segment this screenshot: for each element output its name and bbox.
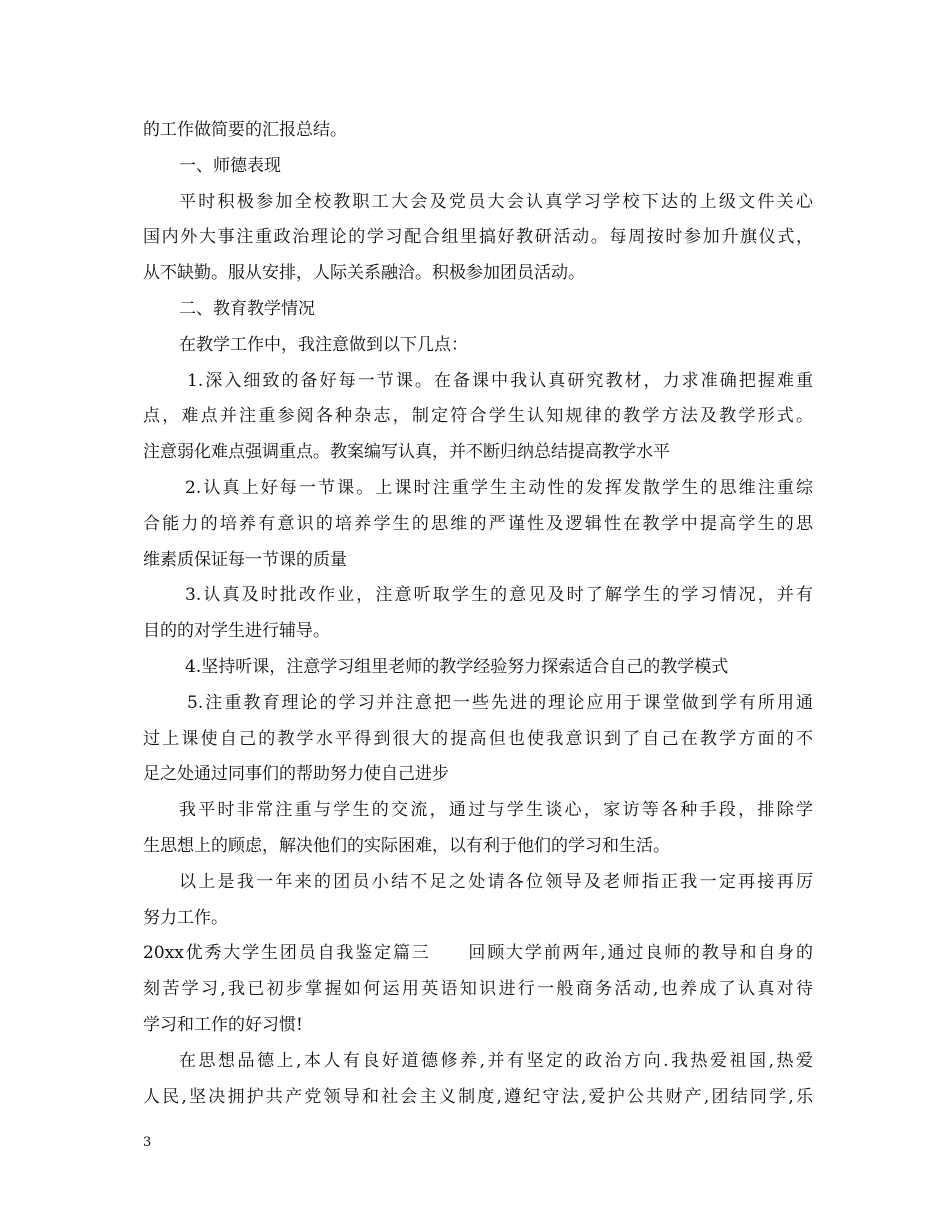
section-heading-teaching: 二、教育教学情况	[179, 298, 315, 319]
page-number: 3	[143, 1135, 152, 1150]
text-line: 维素质保证每一节课的质量	[143, 549, 347, 570]
list-item-2: 2.认真上好每一节课。上课时注重学生主动性的发挥发散学生的思维注重综	[185, 477, 813, 498]
text-line: 合能力的培养有意识的培养学生的思维的严谨性及逻辑性在教学中提高学生的思	[143, 513, 813, 534]
text-line: 点，难点并注重参阅各种杂志，制定符合学生认知规律的教学方法及教学形式。	[143, 406, 813, 427]
text-line: 以上是我一年来的团员小结不足之处请各位领导及老师指正我一定再接再厉	[179, 871, 813, 892]
list-item-4: 4.坚持听课，注意学习组里老师的教学经验努力探索适合自己的教学模式	[185, 656, 729, 677]
text-line: 生思想上的顾虑，解决他们的实际困难，以有利于他们的学习和生活。	[143, 835, 670, 856]
list-item-3: 3.认真及时批改作业，注意听取学生的意见及时了解学生的学习情况，并有	[185, 585, 813, 606]
text-line: 努力工作。	[143, 907, 228, 928]
text-line: 的工作做简要的汇报总结。	[143, 120, 347, 140]
text-line: 国内外大事注重政治理论的学习配合组里搞好教研活动。每周按时参加升旗仪式，	[143, 227, 813, 248]
text-line: 注意弱化难点强调重点。教案编写认真，并不断归纳总结提高教学水平	[143, 442, 670, 463]
section-heading-part-three: 20xx优秀大学生团员自我鉴定篇三 回顾大学前两年,通过良师的教导和自身的	[143, 943, 813, 964]
list-item-5: 5.注重教育理论的学习并注意把一些先进的理论应用于课堂做到学有所用通	[187, 692, 813, 713]
section-heading-ethics: 一、师德表现	[179, 155, 281, 176]
text-line: 从不缺勤。服从安排，人际关系融洽。积极参加团员活动。	[143, 263, 585, 284]
list-item-1: 1.深入细致的备好每一节课。在备课中我认真研究教材，力求准确把握难重	[187, 370, 813, 391]
text-line: 刻苦学习,我已初步掌握如何运用英语知识进行一般商务活动,也养成了认真对待	[143, 979, 813, 1000]
text-line: 在思想品德上,本人有良好道德修养,并有坚定的政治方向.我热爱祖国,热爱	[179, 1050, 813, 1071]
text-line: 学习和工作的好习惯!	[143, 1014, 303, 1035]
text-line: 足之处通过同事们的帮助努力使自己进步	[143, 764, 449, 785]
text-line: 平时积极参加全校教职工大会及党员大会认真学习学校下达的上级文件关心	[179, 191, 813, 212]
document-body	[143, 113, 813, 1115]
text-line: 我平时非常注重与学生的交流，通过与学生谈心，家访等各种手段，排除学	[179, 800, 813, 821]
text-line: 目的的对学生进行辅导。	[143, 621, 330, 642]
text-line: 在教学工作中，我注意做到以下几点：	[179, 334, 468, 355]
text-line: 过上课使自己的教学水平得到很大的提高但也使我意识到了自己在教学方面的不	[143, 728, 813, 749]
text-line: 人民,坚决拥护共产党领导和社会主义制度,遵纪守法,爱护公共财产,团结同学,乐	[143, 1086, 813, 1107]
